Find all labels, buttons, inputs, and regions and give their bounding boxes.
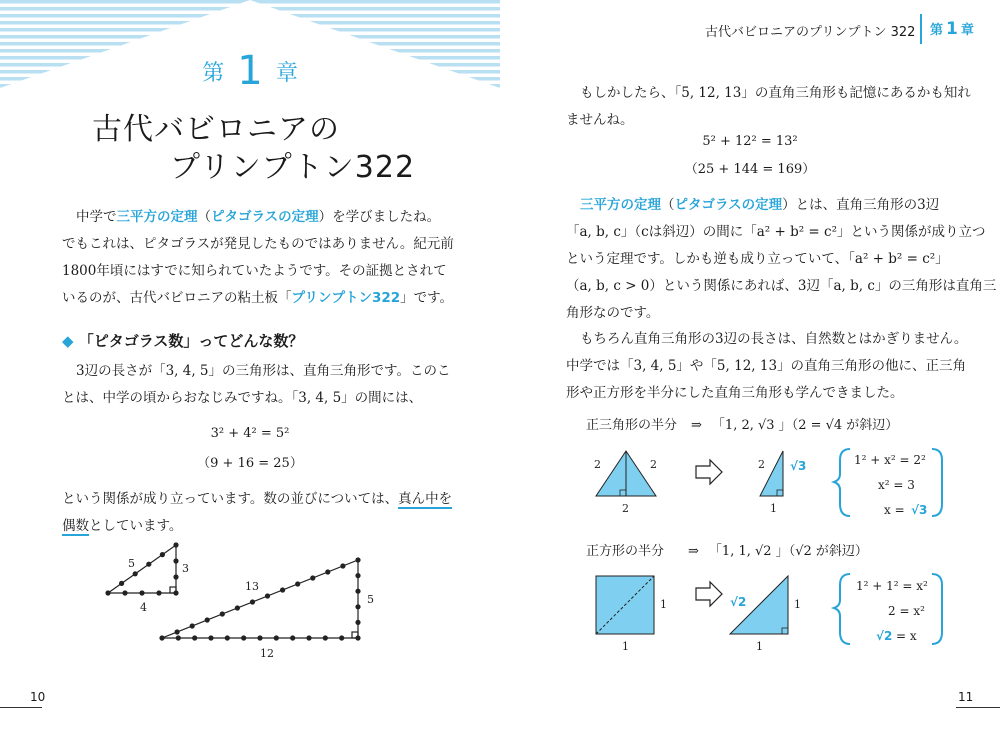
square-base-label: 1	[622, 640, 629, 653]
eq2-line3: = x	[896, 629, 917, 643]
half-sq-base-label: 1	[756, 640, 763, 653]
page-number-left: 10	[30, 690, 46, 704]
half-tri-hyp-label: 2	[758, 458, 765, 471]
page-number-right: 11	[958, 690, 974, 704]
right-paragraph-3: もちろん直角三角形の3辺の長さは、自然数とはかぎりません。 中学では「3, 4, 5」や「5, 12, 13」の直角三角形の他に、正三角 形や正方形を半分にした直角三角形も学んできました。	[566, 331, 968, 401]
large-base-label: 12	[260, 647, 274, 660]
chapter-title-line2: プリンプトン322	[170, 150, 416, 185]
small-hyp-label: 5	[128, 557, 135, 570]
running-head	[500, 0, 1000, 60]
square-figure	[588, 570, 958, 656]
eq2-line2: 2 = x²	[888, 604, 925, 618]
equation-51213: 5² + 12² = 13²	[702, 134, 798, 149]
arrow-right-icon	[696, 582, 722, 606]
eq2-line1: 1² + 1² = x²	[856, 579, 928, 593]
eq1-answer: √3	[911, 503, 928, 517]
folio-rule-left	[0, 707, 42, 708]
half-sq-side-label: 1	[794, 598, 801, 611]
eq1-line3: x =	[884, 503, 905, 517]
large-hyp-label: 13	[245, 580, 259, 593]
eq1-line1: 1² + x² = 2²	[854, 453, 926, 467]
example-square-heading: 正方形の半分 ⇒ 「1, 1, √2 」（√2 が斜辺）	[586, 544, 868, 559]
folio-rule-right	[956, 707, 1000, 708]
example-equilateral-heading: 正三角形の半分 ⇒ 「1, 2, √3 」（2 = √4 が斜辺）	[586, 418, 899, 433]
intro-paragraph: 中学で三平方の定理（ピタゴラスの定理）を学びましたね。 でもこれは、ピタゴラスが発見したものではありません。紀元前 1800年頃にはすでに知られていたようです。その証拠とされて いるのが、古代バビロニアの粘土板「プリンプトン322」です。	[62, 209, 454, 306]
equilateral-figure	[588, 444, 958, 524]
equation-345: 3² + 4² = 5²	[210, 426, 290, 441]
running-head-chapter: 第 1 章	[930, 19, 974, 39]
half-tri-base-label: 1	[770, 502, 777, 515]
eq1-line2: x² = 3	[878, 478, 915, 492]
chapter-label: 第 1 章	[202, 48, 298, 94]
pythagorean-dot-figure	[100, 540, 390, 665]
eq-tri-base-label: 2	[622, 502, 629, 515]
running-head-title: 古代バビロニアのプリンプトン 322	[705, 25, 916, 40]
eq-tri-left-label: 2	[594, 458, 601, 471]
right-paragraph-1: もしかしたら、「5, 12, 13」の直角三角形も記憶にあるかも知れ ませんね。	[566, 85, 971, 128]
body-paragraph-2: 3辺の長さが「3, 4, 5」の三角形は、直角三角形です。このこ とは、中学の頃からおなじみですね。「3, 4, 5」の間には、	[62, 363, 451, 406]
diamond-icon: ◆	[62, 332, 74, 350]
square-side-label: 1	[660, 598, 667, 611]
small-side-label: 3	[182, 562, 189, 575]
large-side-label: 5	[367, 593, 374, 606]
arrow-right-icon	[696, 460, 722, 484]
eq-tri-right-label: 2	[650, 458, 657, 471]
small-base-label: 4	[140, 601, 147, 614]
body-paragraph-3: という関係が成り立っています。数の並びについては、真ん中を 偶数としています。	[62, 491, 453, 534]
right-paragraph-2: 三平方の定理（ピタゴラスの定理）とは、直角三角形の3辺 「a, b, c」（cは斜辺）の間に「a² + b² = c²」という関係が成り立つ という定理です。しかも逆も成り立っていて、「a² + b² = c²」 （a, b, c > 0）という関係にあれば、3辺「a, b, c」の三角形は直角三 角形なのです。	[566, 197, 997, 321]
right-page	[500, 0, 1000, 734]
section-heading: ◆ 「ピタゴラス数」ってどんな数？	[62, 332, 304, 350]
half-tri-side-label: √3	[790, 459, 807, 473]
running-head-divider	[920, 14, 922, 44]
chapter-title-line1: 古代バビロニアの	[92, 112, 340, 147]
eq2-answer: √2	[876, 629, 893, 643]
half-sq-hyp-label: √2	[730, 595, 747, 609]
equation-345-sum: （9 + 16 = 25）	[197, 456, 303, 471]
equation-51213-sum: （25 + 144 = 169）	[684, 162, 816, 177]
